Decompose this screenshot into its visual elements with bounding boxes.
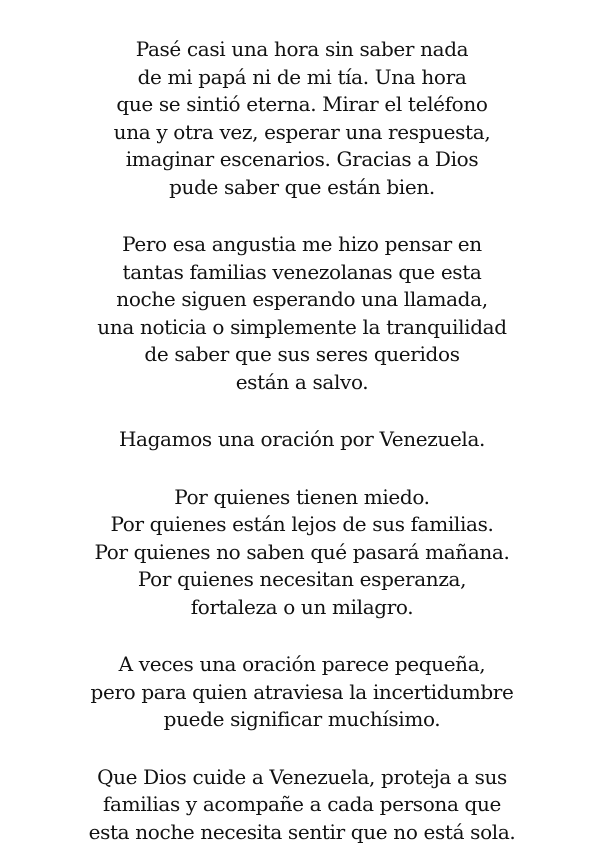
text-line: Por quienes están lejos de sus familias. (110, 512, 494, 536)
text-line: de mi papá ni de mi tía. Una hora (137, 64, 467, 89)
paragraph-6 (0, 764, 604, 847)
paragraph-4 (0, 484, 604, 622)
text-line: A veces una oración parece pequeña, (118, 652, 486, 676)
text-line: una y otra vez, esperar una respuesta, (113, 119, 491, 144)
text-line: Por quienes tienen miedo. (174, 484, 430, 509)
text-line: imaginar escenarios. Gracias a Dios (125, 147, 479, 171)
text-line: familias y acompañe a cada persona que (103, 792, 501, 816)
text-line: Hagamos una oración por Venezuela. (118, 427, 486, 451)
text-line: pude saber que están bien. (169, 174, 435, 199)
text-line: Por quienes no saben qué pasará mañana. (94, 539, 510, 564)
paragraph-5 (0, 651, 604, 734)
text-line: Pero esa angustia me hizo pensar en (122, 232, 482, 256)
paragraph-2 (0, 231, 604, 396)
text-line: que se sintió eterna. Mirar el teléfono (116, 92, 488, 116)
text-line: una noticia o simplemente la tranquilidad (97, 314, 507, 339)
text-line: tantas familias venezolanas que esta (122, 259, 482, 284)
paragraph-1 (0, 36, 604, 201)
text-line: están a salvo. (235, 369, 369, 394)
text-line: pero para quien atraviesa la incertidumbre (90, 679, 514, 704)
text-line: Por quienes necesitan esperanza, (137, 567, 467, 591)
text-line: Que Dios cuide a Venezuela, proteja a sus (97, 764, 507, 789)
text-line: noche siguen esperando una llamada, (116, 287, 488, 311)
text-line: puede significar muchísimo. (163, 707, 441, 731)
paragraph-3 (0, 426, 604, 454)
text-line: Pasé casi una hora sin saber nada (135, 37, 469, 61)
text-line: esta noche necesita sentir que no está sola. (88, 819, 516, 844)
text-line: fortaleza o un milagro. (190, 594, 414, 619)
text-line: de saber que sus seres queridos (144, 342, 460, 366)
